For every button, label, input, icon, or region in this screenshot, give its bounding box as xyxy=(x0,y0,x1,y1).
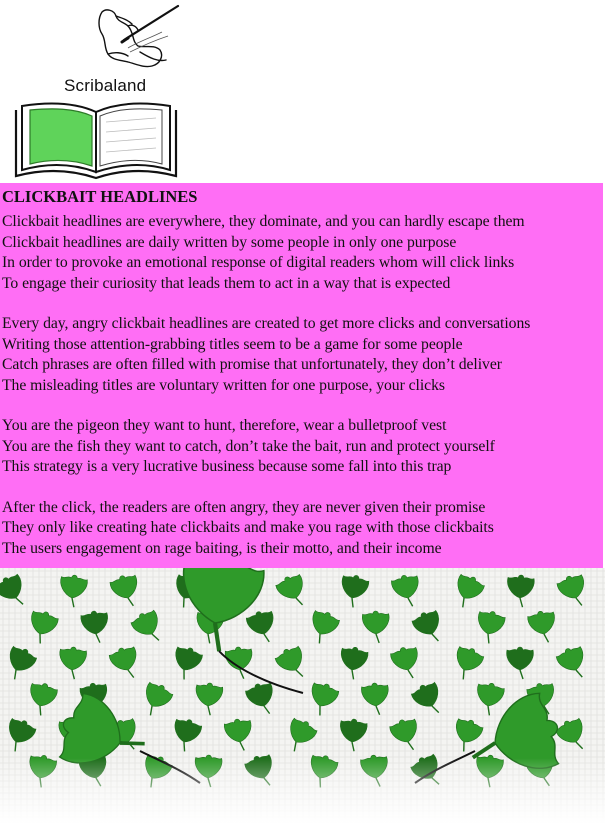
poem-line: Clickbait headlines are daily written by some people in only one purpose xyxy=(2,233,457,251)
stanza-2 xyxy=(2,314,603,396)
poem-line: You are the pigeon they want to hunt, therefore, wear a bulletproof vest xyxy=(2,417,447,434)
stanza-4 xyxy=(2,498,603,560)
ginkgo-leaf-pattern-svg xyxy=(0,568,605,824)
open-book-icon xyxy=(16,104,176,178)
poem-line: You are the fish they want to catch, don’t take the bait, run and protect yourself xyxy=(2,437,495,455)
poem-line: Writing those attention-grabbing titles seem to be a game for some people xyxy=(2,335,463,353)
poem-line: The misleading titles are voluntary written for one purpose, your clicks xyxy=(2,376,445,394)
poem-line: Catch phrases are often filled with promise that unfortunately, they don’t deliver xyxy=(2,356,502,373)
brand-name: Scribaland xyxy=(64,76,147,95)
poem-line: In order to provoke an emotional response of digital readers whom will click links xyxy=(2,254,515,271)
poem-line: To engage their curiosity that leads them to act in a way that is expected xyxy=(2,274,451,292)
poem-line: The users engagement on rage baiting, is their motto, and their income xyxy=(2,539,442,557)
ginkgo-leaf-pattern xyxy=(0,568,605,824)
stanza-3 xyxy=(2,416,603,478)
poem-section xyxy=(0,183,603,568)
poem-line: They only like creating hate clickbaits and make you rage with those clickbaits xyxy=(2,519,494,536)
poem-line: After the click, the readers are often angry, they are never given their promise xyxy=(2,498,486,516)
poem-line: Clickbait headlines are everywhere, they dominate, and you can hardly escape them xyxy=(2,213,525,230)
poem-line: This strategy is a very lucrative business because some fall into this trap xyxy=(2,458,452,475)
scribaland-logo xyxy=(10,2,185,182)
poem-line: Every day, angry clickbait headlines are created to get more clicks and conversations xyxy=(2,315,531,332)
poem-title: CLICKBAIT HEADLINES xyxy=(2,187,198,206)
stanza-1 xyxy=(2,212,603,294)
